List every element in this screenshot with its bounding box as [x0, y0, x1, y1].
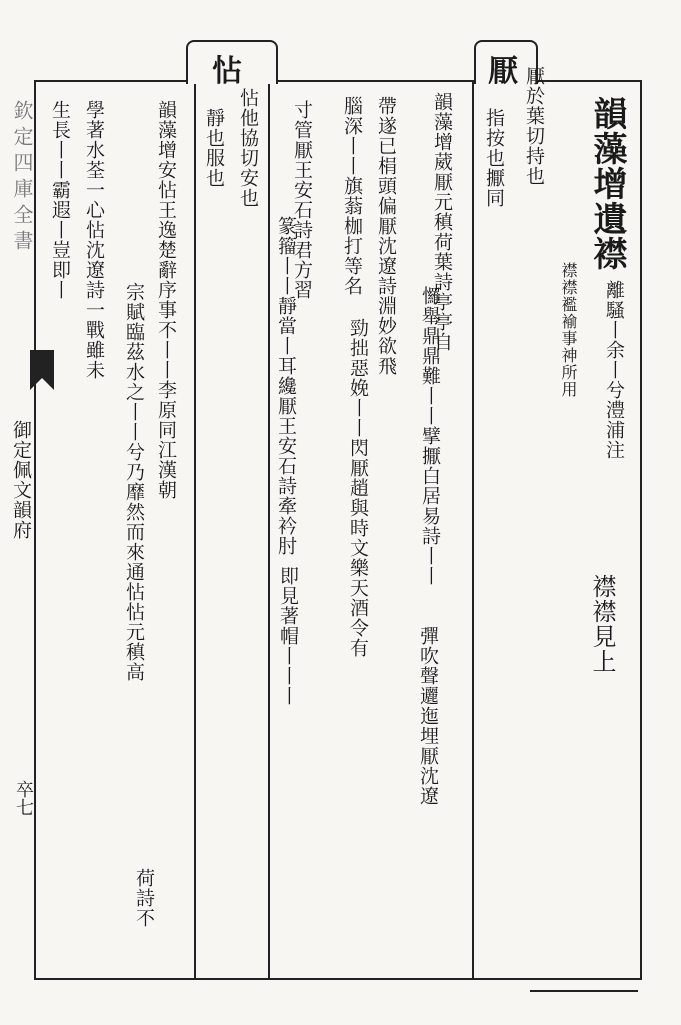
- text-column: 帶遂已梋頭偏厭沈遼詩淵妙欲飛: [375, 96, 397, 376]
- tab-label-tie: 怗: [212, 54, 242, 89]
- column-rule: [268, 80, 270, 978]
- text-column: 荷詩不: [133, 868, 155, 928]
- text-column: 離騷丨余丨兮澧浦注: [603, 280, 625, 460]
- text-column: 厭於葉切持也: [523, 66, 545, 186]
- text-column: 韻藻增安怗王逸楚辭序事不丨丨李原同江漢朝: [155, 100, 177, 500]
- text-column: 彈吹聲邐迤埋厭沈遼: [417, 626, 439, 806]
- text-column: 怗他協切安也: [237, 88, 259, 208]
- text-column: 篆籀丨丨靜當丨耳纔厭王安石詩牽衿肘: [275, 216, 297, 556]
- text-column: 韻藻增葳厭元稹荷葉詩亭亭自: [431, 92, 453, 352]
- text-column: 指按也擫同: [483, 108, 505, 208]
- text-column: 㦬舉鼎鼎難丨丨擘擫白居易詩丨丨: [419, 286, 441, 586]
- text-column: 勁拙惡娩丨丨閃厭趙與時文樂天酒令有: [347, 318, 369, 658]
- text-column: 腦深丨丨旗蓊枷打等名: [341, 96, 363, 296]
- page-number: 卒七: [13, 780, 34, 816]
- text-column: 襟襟襤褕事神所用: [559, 262, 578, 398]
- column-rule: [194, 80, 196, 978]
- text-column: 寸管厭王安石詩君方習: [291, 100, 313, 300]
- text-column: 生長丨丨霸遐丨豈即丨: [49, 100, 71, 300]
- bottom-rule: [530, 990, 638, 992]
- text-column: 襟襟見上: [588, 574, 616, 674]
- text-column: 靜也服也: [203, 108, 225, 188]
- margin-faded-title: 欽定四庫全書: [10, 100, 34, 256]
- margin-book-title: 御定佩文韻府: [10, 420, 32, 540]
- column-rule: [472, 80, 474, 978]
- text-column: 即見著帽丨丨丨: [277, 566, 299, 706]
- tab-label-yan: 厭: [488, 54, 518, 89]
- text-column: 學著水荃一心怗沈遼詩一戰雖未: [83, 100, 105, 380]
- text-column: 韻藻增遺襟: [587, 96, 627, 271]
- text-column: 宗賦臨茲水之丨丨兮乃靡然而來通怗怗元稹高: [123, 282, 145, 682]
